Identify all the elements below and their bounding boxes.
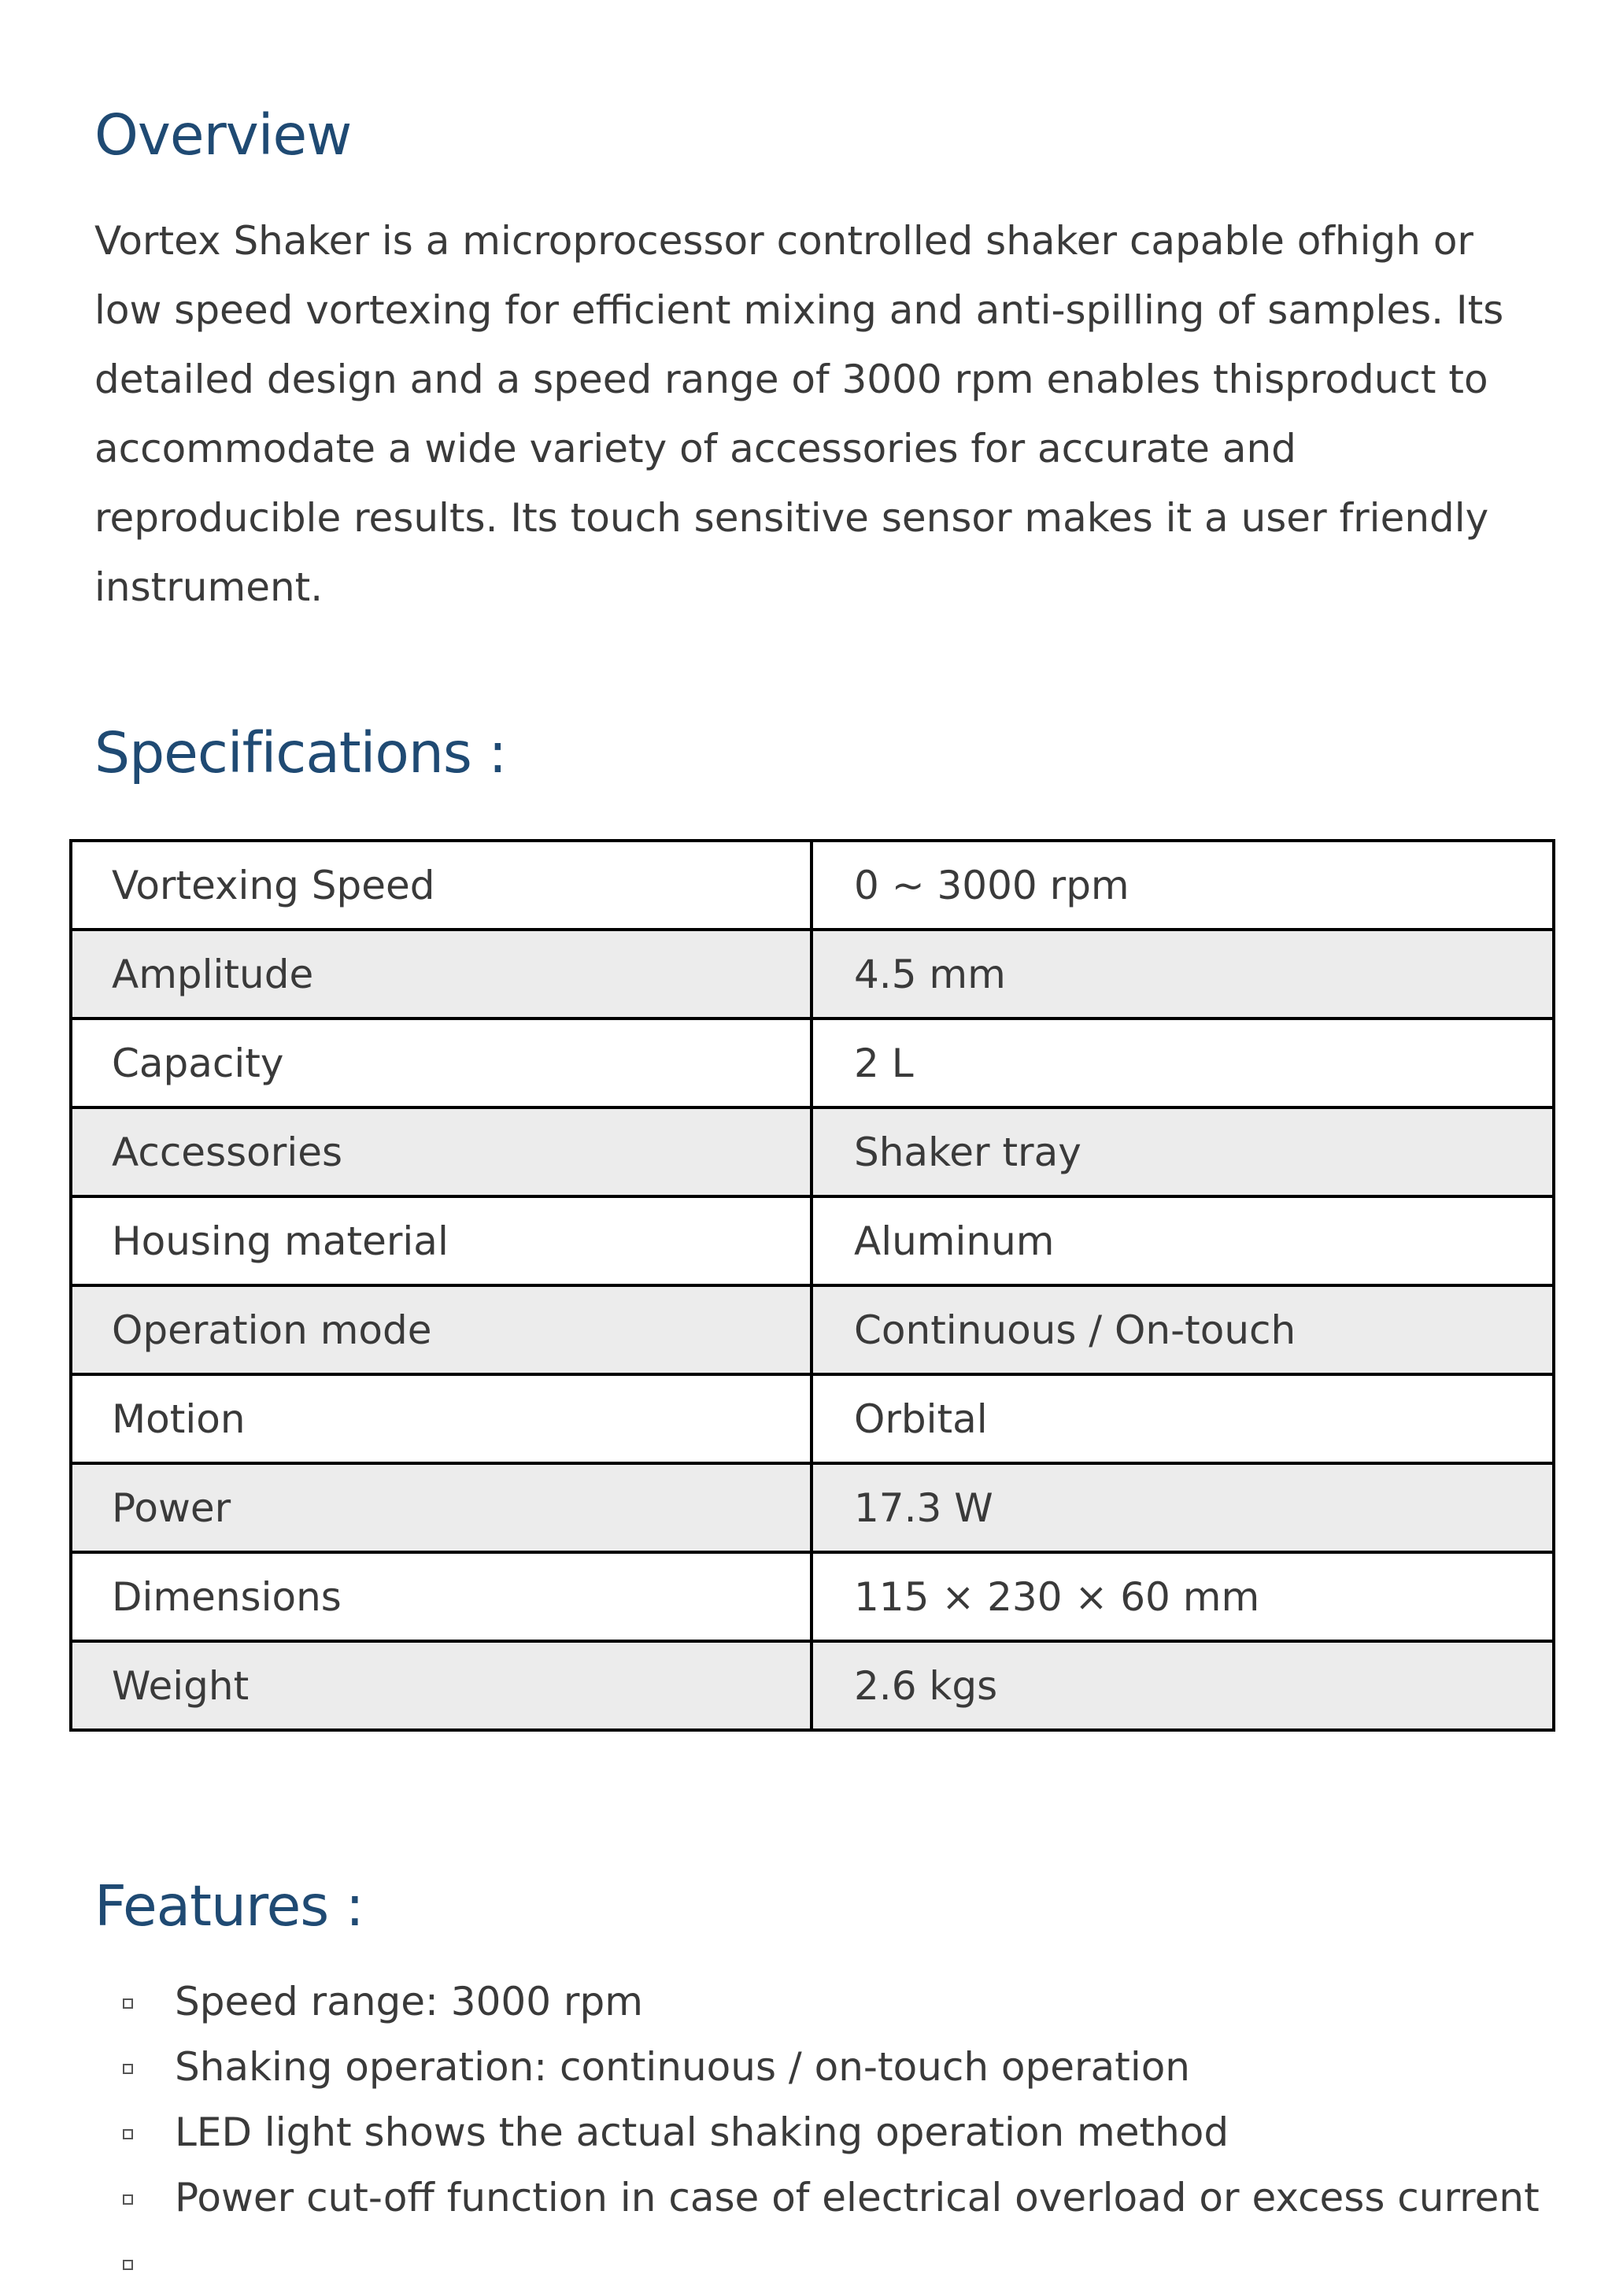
table-row [71, 1107, 1554, 1196]
feature-text: Power cut-off function in case of electrical overload or excess current [175, 2175, 1540, 2220]
spec-value: Aluminum [812, 1196, 1554, 1285]
spec-label: Operation mode [71, 1285, 812, 1374]
overview-paragraph: Vortex Shaker is a microprocessor controlled shaker capable ofhigh or low speed vortexing for efficient mixing and anti-spilling of samples. Its detailed design and a speed range of 3000 rpm enables thisproduct to accommodate a wide variety of accessories for accurate and reproducible results. Its touch sensitive sensor makes it a user friendly instrument. [94, 218, 1504, 610]
spec-value: 2.6 kgs [812, 1641, 1554, 1730]
list-item [118, 2100, 1574, 2165]
spec-value: Continuous / On-touch [812, 1285, 1554, 1374]
table-row [71, 841, 1554, 930]
spec-label: Capacity [71, 1019, 812, 1107]
spec-value: 0 ~ 3000 rpm [812, 841, 1554, 930]
table-row [71, 1463, 1554, 1552]
feature-text: Shaking operation: continuous / on-touch operation [175, 2044, 1190, 2090]
square-bullet-icon [123, 2129, 133, 2139]
square-bullet-icon [123, 2064, 133, 2074]
spec-label: Housing material [71, 1196, 812, 1285]
table-row [71, 1552, 1554, 1641]
spec-value: 17.3 W [812, 1463, 1554, 1552]
square-bullet-icon [123, 2260, 133, 2270]
spec-value: 115 × 230 × 60 mm [812, 1552, 1554, 1641]
spec-label: Vortexing Speed [71, 841, 812, 930]
table-row [71, 1374, 1554, 1463]
spec-label: Power [71, 1463, 812, 1552]
overview-heading: Overview [94, 102, 352, 168]
square-bullet-icon [123, 2194, 133, 2205]
spec-label: Weight [71, 1641, 812, 1730]
table-row [71, 1196, 1554, 1285]
spec-value: 2 L [812, 1019, 1554, 1107]
feature-text: Speed range: 3000 rpm [175, 1979, 643, 2024]
spec-value: 4.5 mm [812, 930, 1554, 1019]
spec-value: Orbital [812, 1374, 1554, 1463]
list-item [118, 2231, 1574, 2296]
spec-label: Dimensions [71, 1552, 812, 1641]
feature-text: LED light shows the actual shaking operation method [175, 2109, 1229, 2155]
list-item [118, 2035, 1574, 2100]
features-list [118, 1969, 1574, 2296]
table-row [71, 1019, 1554, 1107]
spec-label: Motion [71, 1374, 812, 1463]
table-row [71, 930, 1554, 1019]
features-heading: Features : [94, 1873, 364, 1939]
spec-label: Accessories [71, 1107, 812, 1196]
square-bullet-icon [123, 1998, 133, 2009]
spec-value: Shaker tray [812, 1107, 1554, 1196]
specifications-table [69, 839, 1555, 1732]
table-row [71, 1641, 1554, 1730]
list-item [118, 1969, 1574, 2035]
spec-label: Amplitude [71, 930, 812, 1019]
table-row [71, 1285, 1554, 1374]
specifications-heading: Specifications : [94, 720, 507, 786]
list-item [118, 2165, 1574, 2231]
